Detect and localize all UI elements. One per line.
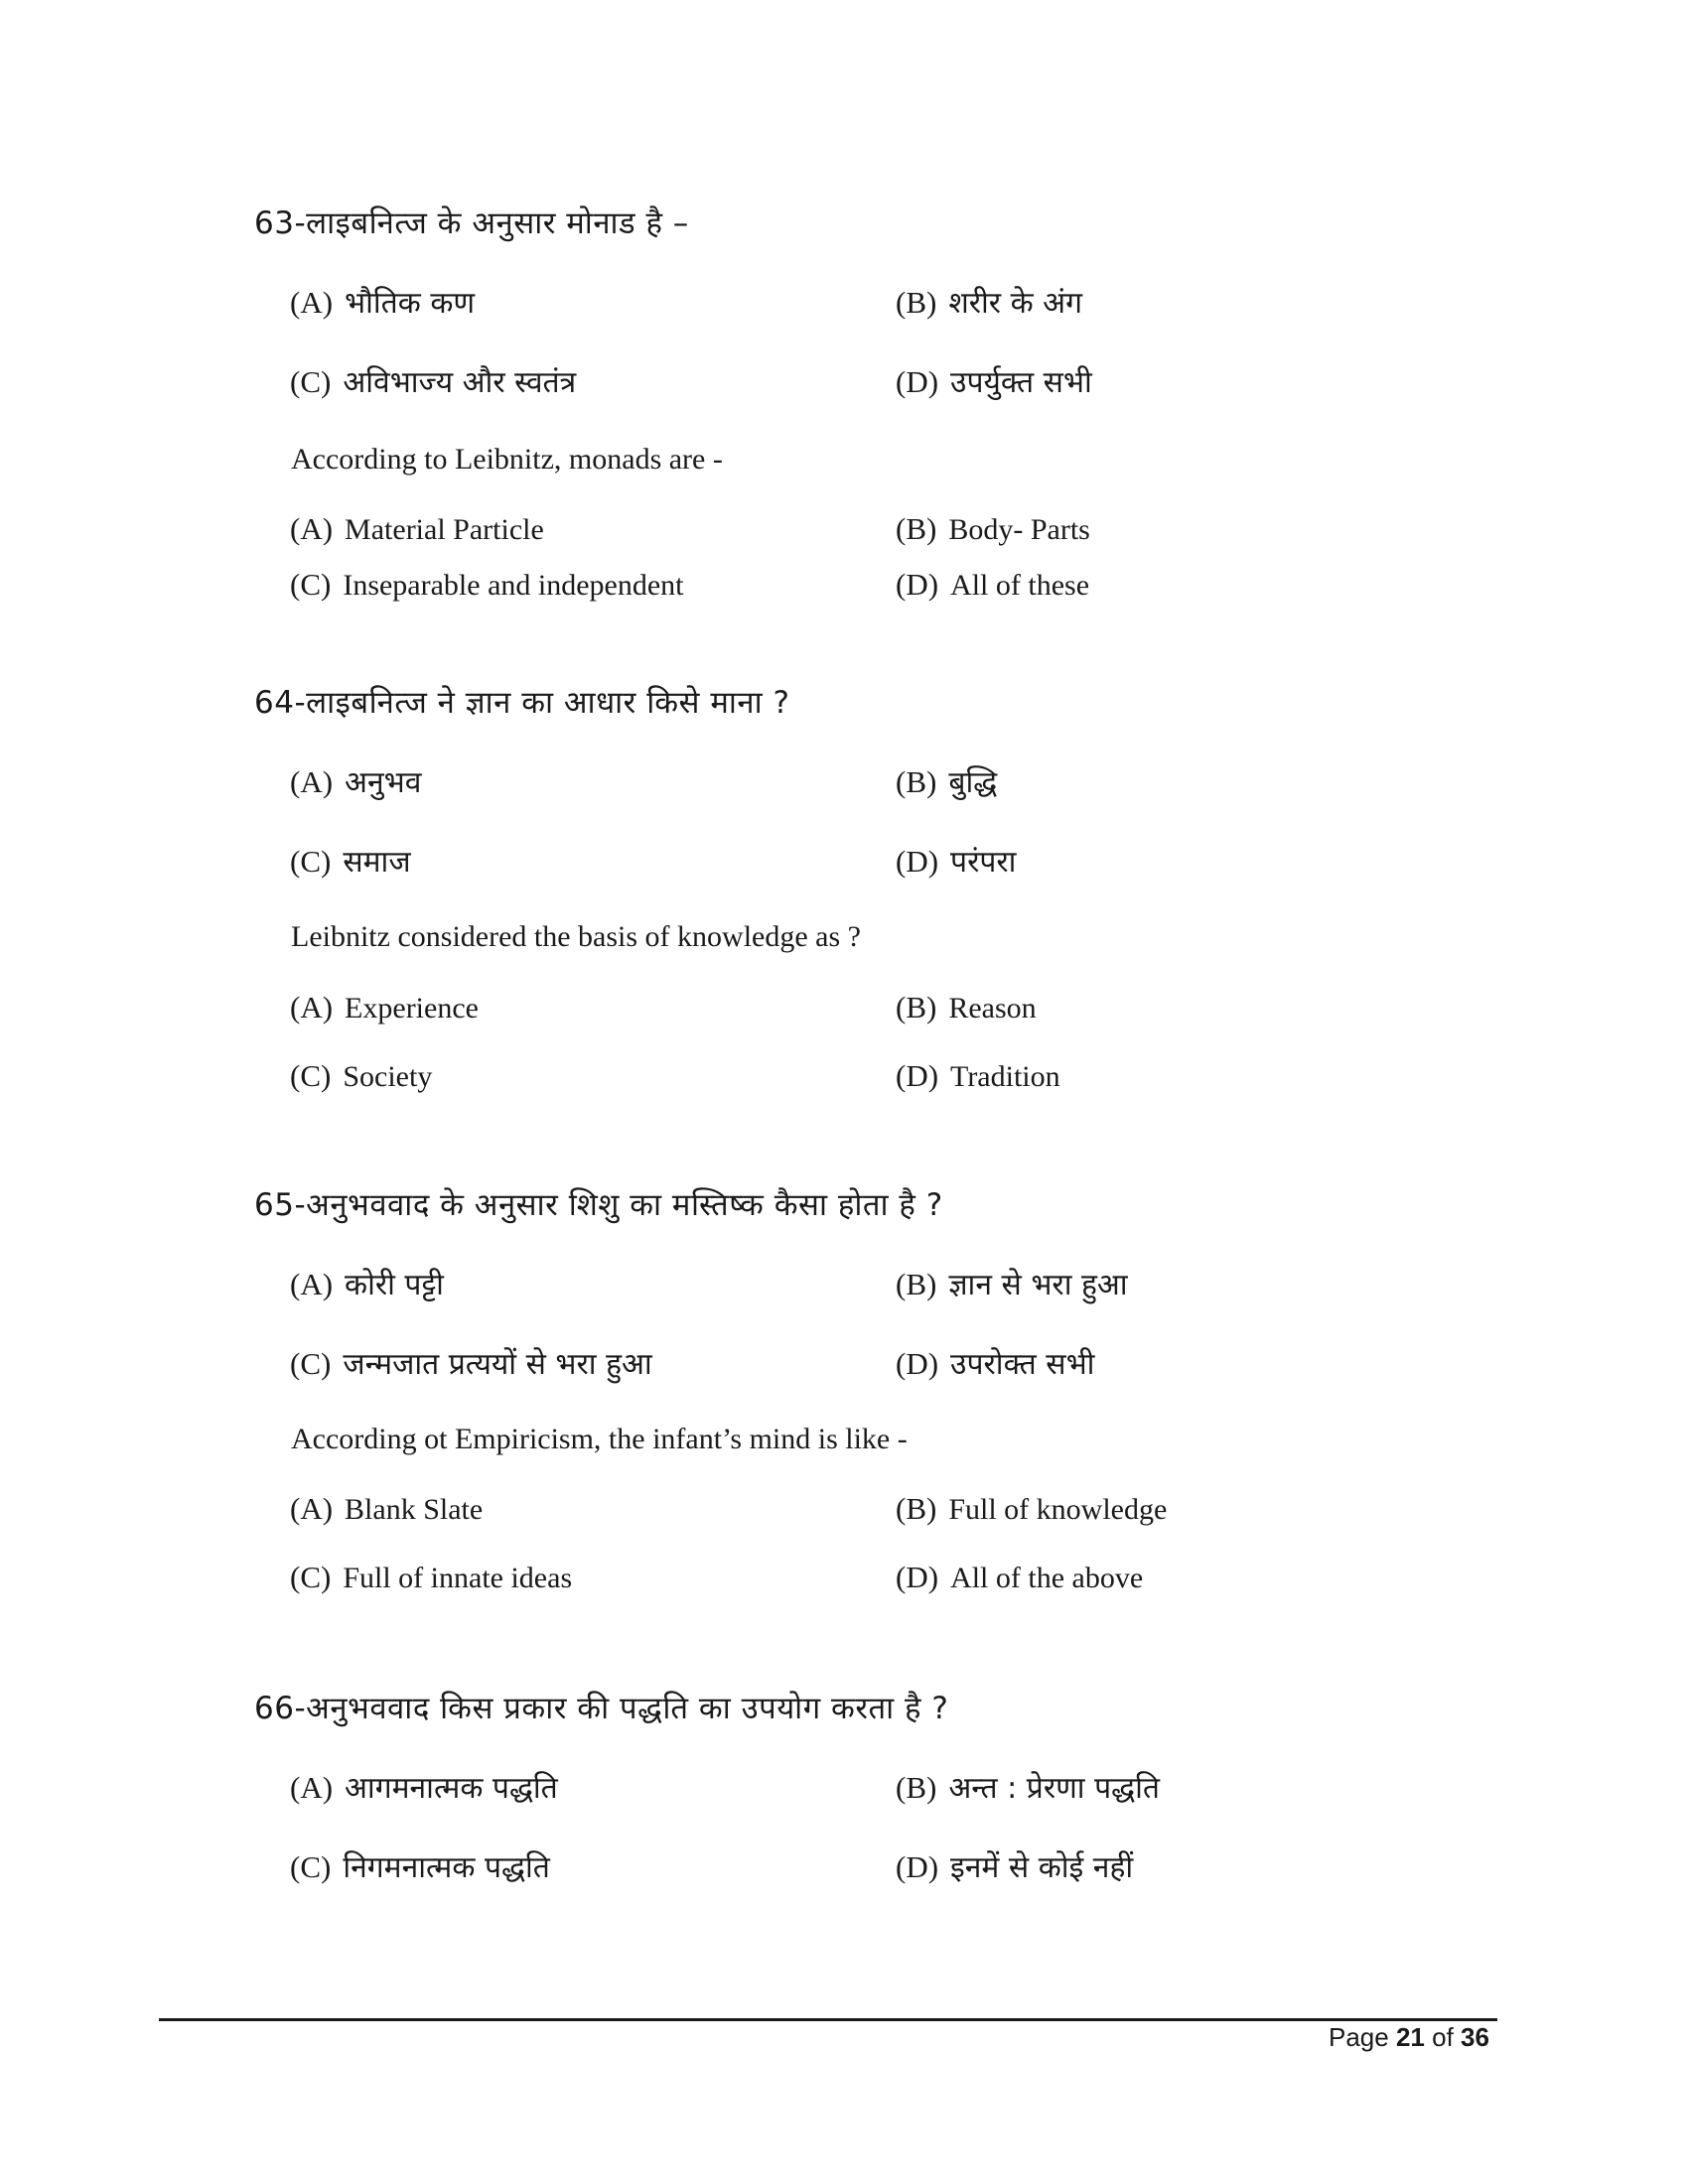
option-text: Full of innate ideas (343, 1562, 573, 1594)
option-text: अन्त : प्रेरणा पद्धति (948, 1771, 1160, 1806)
option-text: Material Particle (345, 513, 544, 546)
option-text: Experience (345, 992, 479, 1024)
question-65-english-option-c (290, 1560, 572, 1595)
option-text: Reason (948, 992, 1037, 1024)
option-label: (C) (290, 1560, 332, 1594)
option-text: All of the above (950, 1562, 1144, 1594)
option-label: (C) (290, 364, 332, 399)
option-label: (C) (290, 844, 332, 879)
total-pages-number: 36 (1461, 2022, 1489, 2052)
option-text: उपरोक्त सभी (950, 1347, 1095, 1382)
option-label: (A) (290, 1770, 334, 1805)
question-65-hindi-option-b (896, 1263, 1128, 1303)
option-label: (D) (896, 567, 939, 602)
current-page-number: 21 (1395, 2022, 1425, 2052)
question-64-english: Leibnitz considered the basis of knowledge as ? (291, 920, 861, 953)
question-63-hindi: 63-लाइबनित्ज के अनुसार मोनाड है – (254, 205, 689, 241)
question-64-english-option-c (290, 1058, 432, 1094)
question-63-hindi-option-b (896, 281, 1082, 322)
question-65-english-option-b (896, 1491, 1167, 1527)
option-label: (D) (896, 364, 939, 399)
question-66-hindi: 66-अनुभववाद किस प्रकार की पद्धति का उपयोग करता है ? (254, 1691, 949, 1726)
option-label: (B) (896, 511, 937, 546)
question-63-hindi-option-d (896, 360, 1092, 401)
of-word: of (1432, 2022, 1454, 2052)
option-label: (D) (896, 1346, 939, 1381)
question-65-english-option-d (896, 1560, 1143, 1595)
option-label: (A) (290, 1491, 334, 1526)
question-66-hindi-option-c (290, 1845, 550, 1886)
question-64-hindi: 64-लाइबनित्ज ने ज्ञान का आधार किसे माना ? (254, 685, 790, 721)
option-label: (B) (896, 1491, 937, 1526)
option-label: (B) (896, 1770, 937, 1805)
question-63-english-option-b (896, 511, 1090, 547)
option-text: ज्ञान से भरा हुआ (948, 1268, 1128, 1302)
question-63-english-option-d (896, 567, 1089, 603)
page-number-footer (1329, 2022, 1489, 2053)
option-text: बुद्धि (948, 765, 998, 800)
question-66-hindi-option-a (290, 1766, 558, 1807)
option-text: अविभाज्य और स्वतंत्र (343, 365, 577, 400)
question-64-english-option-d (896, 1058, 1060, 1094)
page-word: Page (1329, 2022, 1389, 2052)
option-label: (C) (290, 567, 332, 602)
option-label: (C) (290, 1849, 332, 1884)
option-text: Full of knowledge (948, 1493, 1168, 1526)
question-63-english: According to Leibnitz, monads are - (291, 443, 723, 476)
question-64-hindi-option-c (290, 840, 411, 881)
option-text: Inseparable and independent (343, 569, 684, 602)
option-text: इनमें से कोई नहीं (950, 1850, 1134, 1885)
question-64-english-option-b (896, 990, 1037, 1025)
option-text: उपर्युक्त सभी (950, 365, 1092, 400)
option-label: (D) (896, 1849, 939, 1884)
question-63-english-option-c (290, 567, 684, 603)
option-label: (C) (290, 1058, 332, 1093)
question-64-english-option-a (290, 990, 479, 1025)
option-label: (C) (290, 1346, 332, 1381)
option-text: भौतिक कण (345, 286, 476, 321)
footer-divider (159, 2018, 1497, 2021)
option-text: शरीर के अंग (948, 286, 1082, 321)
option-label: (B) (896, 1267, 937, 1301)
option-text: जन्मजात प्रत्ययों से भरा हुआ (343, 1347, 652, 1382)
option-text: Blank Slate (345, 1493, 484, 1526)
question-63-hindi-option-c (290, 360, 576, 401)
question-63-hindi-option-a (290, 281, 475, 322)
question-65-hindi-option-a (290, 1263, 444, 1303)
option-label: (B) (896, 990, 937, 1024)
option-label: (D) (896, 1560, 939, 1594)
question-63-english-option-a (290, 511, 544, 547)
question-65-hindi: 65-अनुभववाद के अनुसार शिशु का मस्तिष्क कैसा होता है ? (254, 1187, 943, 1223)
option-text: कोरी पट्टी (345, 1268, 444, 1302)
question-65-english: According ot Empiricism, the infant’s mind is like - (291, 1423, 908, 1455)
option-label: (A) (290, 1267, 334, 1301)
option-text: Society (343, 1060, 433, 1093)
option-label: (A) (290, 990, 334, 1024)
question-64-hindi-option-a (290, 760, 421, 801)
question-64-hindi-option-d (896, 840, 1016, 881)
option-text: परंपरा (950, 845, 1017, 880)
option-text: Body- Parts (948, 513, 1090, 546)
option-text: अनुभव (345, 765, 422, 800)
option-label: (A) (290, 764, 334, 799)
option-text: निगमनात्मक पद्धति (343, 1850, 550, 1885)
option-text: समाज (343, 845, 411, 880)
question-66-hindi-option-d (896, 1845, 1133, 1886)
question-65-hindi-option-d (896, 1342, 1094, 1383)
question-66-hindi-option-b (896, 1766, 1160, 1807)
option-label: (D) (896, 1058, 939, 1093)
option-label: (B) (896, 764, 937, 799)
question-64-hindi-option-b (896, 760, 997, 801)
option-text: आगमनात्मक पद्धति (345, 1771, 558, 1806)
question-65-hindi-option-c (290, 1342, 652, 1383)
option-label: (D) (896, 844, 939, 879)
option-text: Tradition (950, 1060, 1060, 1093)
option-label: (A) (290, 511, 334, 546)
question-65-english-option-a (290, 1491, 483, 1527)
option-label: (A) (290, 285, 334, 320)
option-text: All of these (950, 569, 1090, 602)
option-label: (B) (896, 285, 937, 320)
